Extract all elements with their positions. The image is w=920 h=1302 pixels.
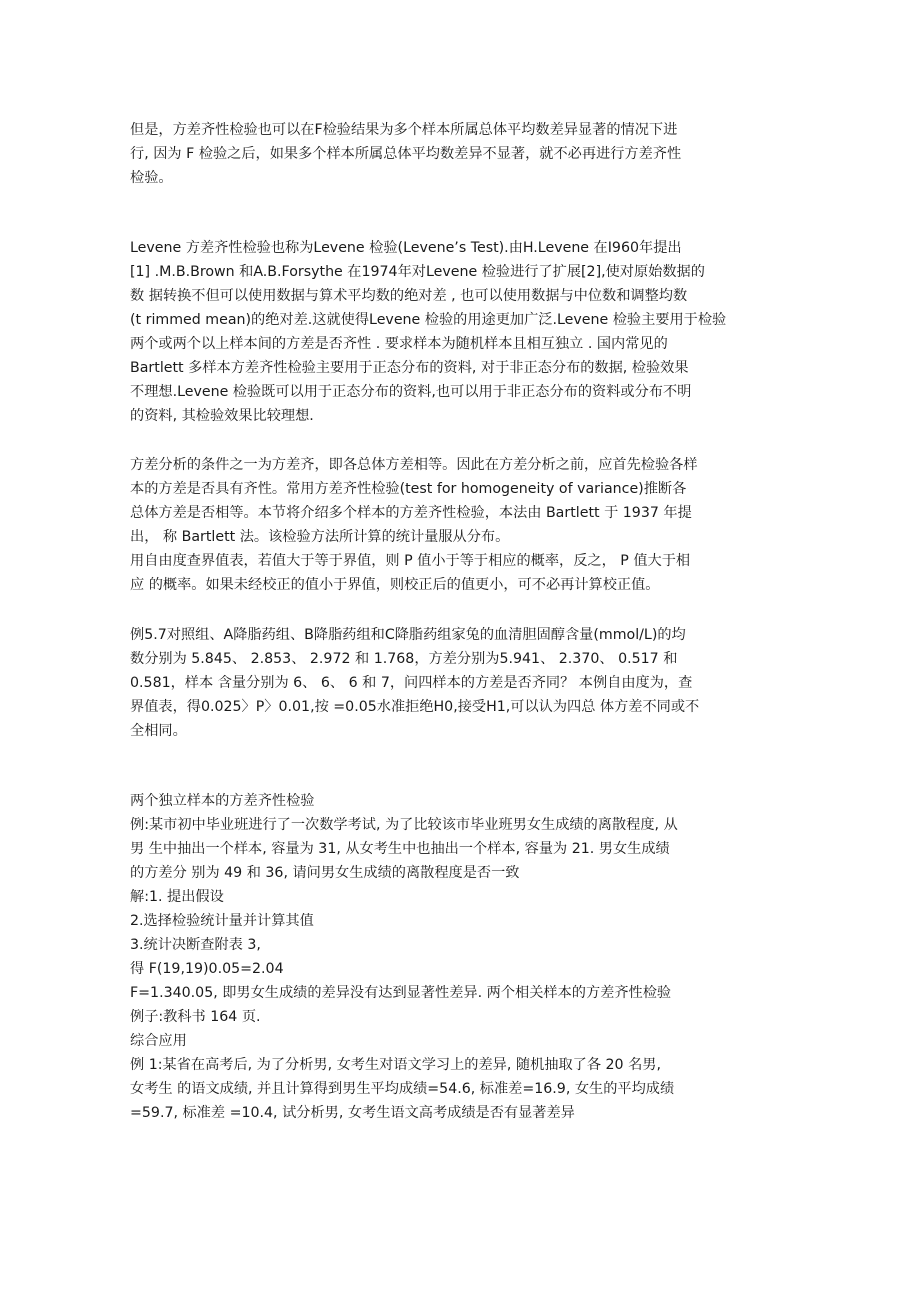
paragraph-variance-homogeneity-intro bbox=[130, 118, 794, 190]
text-line: 但是，方差齐性检验也可以在F检验结果为多个样本所属总体平均数差异显著的情况下进 bbox=[130, 122, 678, 138]
text-line: 0.581，样本 含量分别为 6、 6、 6 和 7，问四样本的方差是否齐同？ 本例自由度为，查 bbox=[130, 675, 693, 691]
text-line: 两个或两个以上样本间的方差是否齐性 . 要求样本为随机样本且相互独立 . 国内常见的 bbox=[130, 336, 668, 352]
text-line: 得 F(19,19)0.05=2.04 bbox=[130, 961, 284, 977]
text-line: 检验。 bbox=[130, 170, 173, 186]
text-line: 男 生中抽出一个样本, 容量为 31, 从女考生中也抽出一个样本, 容量为 21. 男女生成绩 bbox=[130, 841, 670, 857]
text-line: 出， 称 Bartlett 法。该检验方法所计算的统计量服从分布。 bbox=[130, 529, 510, 545]
text-line: 应 的概率。如果未经校正的值小于界值，则校正后的值更小，可不必再计算校正值。 bbox=[130, 577, 660, 593]
paragraph-bartlett-method bbox=[130, 453, 794, 597]
text-line: 2.选择检验统计量并计算其值 bbox=[130, 913, 314, 929]
text-line: 全相同。 bbox=[130, 723, 187, 739]
text-line: 不理想.Levene 检验既可以用于正态分布的资料,也可以用于非正态分布的资料或分布不明 bbox=[130, 384, 692, 400]
text-line: =59.7, 标准差 =10.4, 试分析男, 女考生语文高考成绩是否有显著差异 bbox=[130, 1105, 575, 1121]
text-line: 3.统计决断查附表 3, bbox=[130, 937, 261, 953]
text-line: 例子:教科书 164 页. bbox=[130, 1009, 261, 1025]
text-line: 数 据转换不但可以使用数据与算术平均数的绝对差 , 也可以使用数据与中位数和调整均数 bbox=[130, 288, 688, 304]
text-line: F=1.340.05, 即男女生成绩的差异没有达到显著性差异. 两个相关样本的方差齐性检验 bbox=[130, 985, 672, 1001]
text-line: 方差分析的条件之一为方差齐，即各总体方差相等。因此在方差分析之前，应首先检验各样 bbox=[130, 457, 698, 473]
text-line: Levene 方差齐性检验也称为Levene 检验(Levene’s Test).由H.Levene 在I960年提出 bbox=[130, 240, 682, 256]
text-line: 解:1. 提出假设 bbox=[130, 889, 224, 905]
text-line: 例5.7对照组、A降脂药组、B降脂药组和C降脂药组家兔的血清胆固醇含量(mmol/L)的均 bbox=[130, 627, 686, 643]
text-line: [1] .M.B.Brown 和A.B.Forsythe 在1974年对Levene 检验进行了扩展[2],使对原始数据的 bbox=[130, 264, 705, 280]
text-line: 界值表，得0.025〉P〉0.01,按 =0.05水准拒绝H0,接受H1,可以认为四总 体方差不同或不 bbox=[130, 699, 700, 715]
text-line: Bartlett 多样本方差齐性检验主要用于正态分布的资料, 对于非正态分布的数据, 检验效果 bbox=[130, 360, 689, 376]
text-line: 的方差分 别为 49 和 36, 请问男女生成绩的离散程度是否一致 bbox=[130, 865, 520, 881]
paragraph-example-5-7 bbox=[130, 623, 794, 743]
text-line: 例:某市初中毕业班进行了一次数学考试, 为了比较该市毕业班男女生成绩的离散程度, 从 bbox=[130, 817, 678, 833]
paragraph-two-sample-test bbox=[130, 789, 794, 1125]
text-line: 数分别为 5.845、 2.853、 2.972 和 1.768，方差分别为5.941、 2.370、 0.517 和 bbox=[130, 651, 678, 667]
text-line: 的资料, 其检验效果比较理想. bbox=[130, 408, 314, 424]
text-line: 本的方差是否具有齐性。常用方差齐性检验(test for homogeneity of variance)推断各 bbox=[130, 481, 687, 497]
text-line: 女考生 的语文成绩, 并且计算得到男生平均成绩=54.6, 标准差=16.9, 女生的平均成绩 bbox=[130, 1081, 675, 1097]
text-line: 例 1:某省在高考后, 为了分析男, 女考生对语文学习上的差异, 随机抽取了各 20 名男, bbox=[130, 1057, 661, 1073]
section-heading: 综合应用 bbox=[130, 1033, 187, 1049]
text-line: (t rimmed mean)的绝对差.这就使得Levene 检验的用途更加广泛.Levene 检验主要用于检验 bbox=[130, 312, 727, 328]
text-line: 用自由度查界值表，若值大于等于界值，则 P 值小于等于相应的概率，反之， P 值大于相 bbox=[130, 553, 691, 569]
paragraph-levene-test bbox=[130, 236, 794, 428]
text-line: 行, 因为 F 检验之后，如果多个样本所属总体平均数差异不显著，就不必再进行方差齐性 bbox=[130, 146, 682, 162]
section-heading: 两个独立样本的方差齐性检验 bbox=[130, 793, 315, 809]
text-line: 总体方差是否相等。本节将介绍多个样本的方差齐性检验，本法由 Bartlett 于 1937 年提 bbox=[130, 505, 692, 521]
